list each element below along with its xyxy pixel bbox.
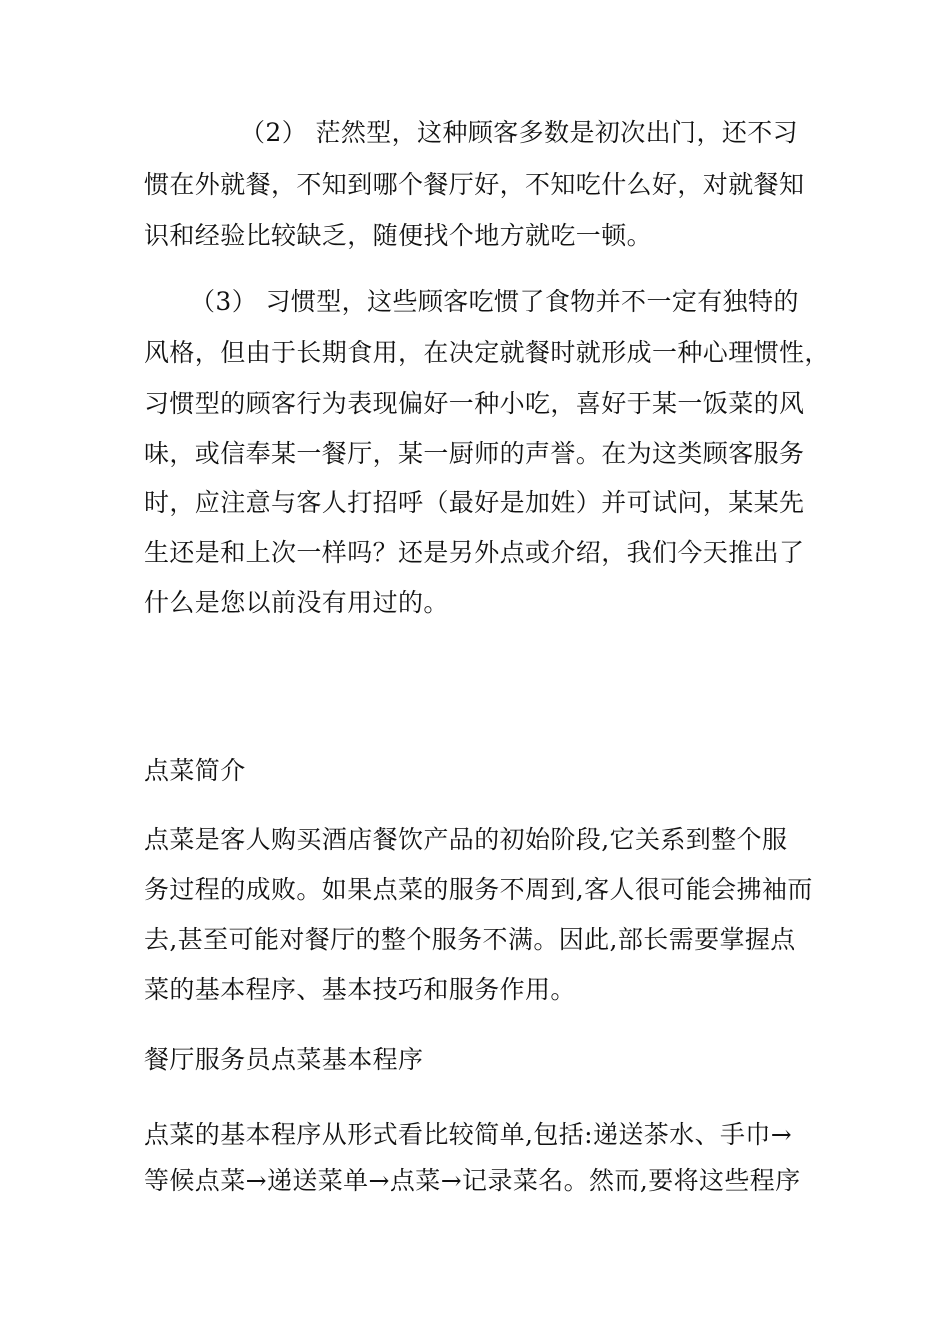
paragraph-3-line-1: （3） 习惯型，这些顾客吃惯了食物并不一定有独特的: [190, 287, 799, 316]
ordering-procedure-line-1: 点菜的基本程序从形式看比较简单,包括:递送茶水、手巾→: [144, 1120, 793, 1149]
paragraph-3-line-5: 时，应注意与客人打招呼（最好是加姓）并可试问，某某先: [144, 488, 805, 517]
paragraph-3-line-4: 味，或信奉某一餐厅，某一厨师的声誉。在为这类顾客服务: [144, 439, 805, 468]
paragraph-2-line-3: 识和经验比较缺乏，随便找个地方就吃一顿。: [144, 221, 653, 250]
paragraph-3-line-2: 风格，但由于长期食用，在决定就餐时就形成一种心理惯性，: [144, 338, 830, 367]
section-heading-ordering-intro: 点菜简介: [144, 756, 246, 785]
ordering-intro-line-1: 点菜是客人购买酒店餐饮产品的初始阶段,它关系到整个服: [144, 825, 788, 854]
ordering-procedure-line-2: 等候点菜→递送菜单→点菜→记录菜名。然而,要将这些程序: [144, 1166, 801, 1195]
paragraph-2-line-2: 惯在外就餐，不知到哪个餐厅好，不知吃什么好，对就餐知: [144, 170, 805, 199]
ordering-intro-line-4: 菜的基本程序、基本技巧和服务作用。: [144, 975, 576, 1004]
section-heading-ordering-procedure: 餐厅服务员点菜基本程序: [144, 1045, 424, 1074]
paragraph-3-line-7: 什么是您以前没有用过的。: [144, 588, 449, 617]
paragraph-3-line-3: 习惯型的顾客行为表现偏好一种小吃，喜好于某一饭菜的风: [144, 389, 805, 418]
paragraph-2-line-1: （2） 茫然型，这种顾客多数是初次出门，还不习: [240, 118, 799, 147]
paragraph-3-line-6: 生还是和上次一样吗？还是另外点或介绍，我们今天推出了: [144, 538, 805, 567]
ordering-intro-line-3: 去,甚至可能对餐厅的整个服务不满。因此,部长需要掌握点: [144, 925, 796, 954]
ordering-intro-line-2: 务过程的成败。如果点菜的服务不周到,客人很可能会拂袖而: [144, 875, 813, 904]
